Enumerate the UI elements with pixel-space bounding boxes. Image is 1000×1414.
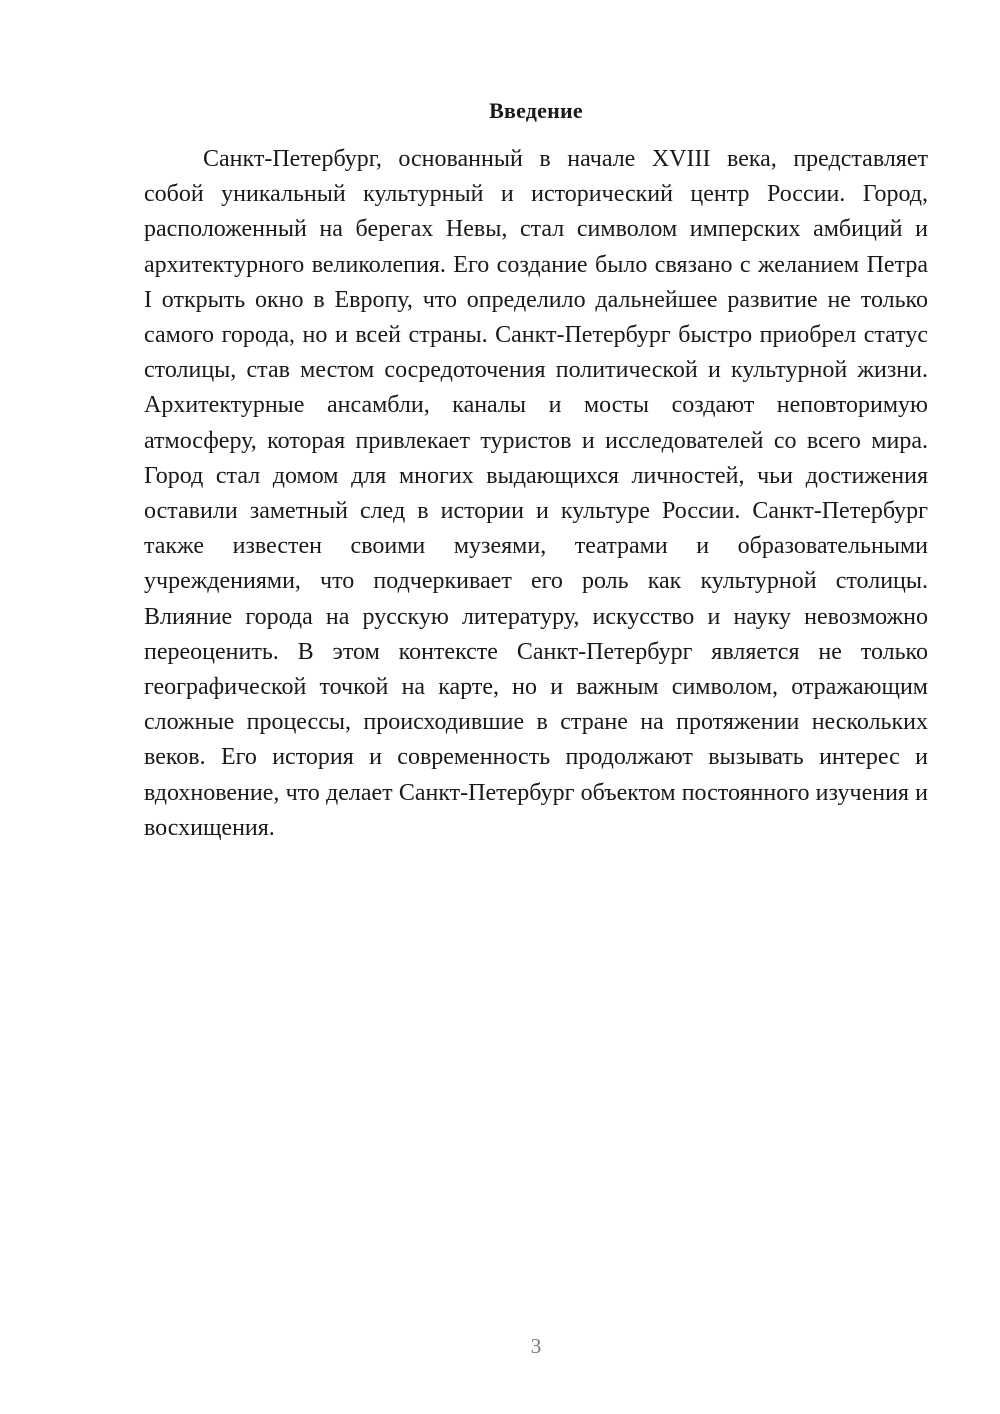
document-body [144, 142, 928, 846]
page-number: 3 [530, 1334, 542, 1358]
page-title: Введение [489, 98, 583, 123]
body-paragraph: Санкт-Петербург, основанный в начале XVIII века, представляет собой уникальный культурный и исторический центр России. Город, расположенный на берегах Невы, стал символом имперских амбиций и архитектурного великолепия. Его создание было связано с желанием Петра I открыть окно в Европу, что определило дальнейшее развитие не только самого города, но и всей страны. Санкт-Петербург быстро приобрел статус столицы, став местом сосредоточения политической и культурной жизни. Архитектурные ансамбли, каналы и мосты создают неповторимую атмосферу, которая привлекает туристов и исследователей со всего мира. Город стал домом для многих выдающихся личностей, чьи достижения оставили заметный след в истории и культуре России. Санкт-Петербург также известен своими музеями, театрами и образовательными учреждениями, что подчеркивает его роль как культурной столицы. Влияние города на русскую литературу, искусство и науку невозможно переоценить. В этом контексте Санкт-Петербург является не только географической точкой на карте, но и важным символом, отражающим сложные процессы, происходившие в стране на протяжении нескольких веков. Его история и современность продолжают вызывать интерес и вдохновение, что делает Санкт-Петербург объектом постоянного изучения и восхищения. [144, 146, 928, 841]
